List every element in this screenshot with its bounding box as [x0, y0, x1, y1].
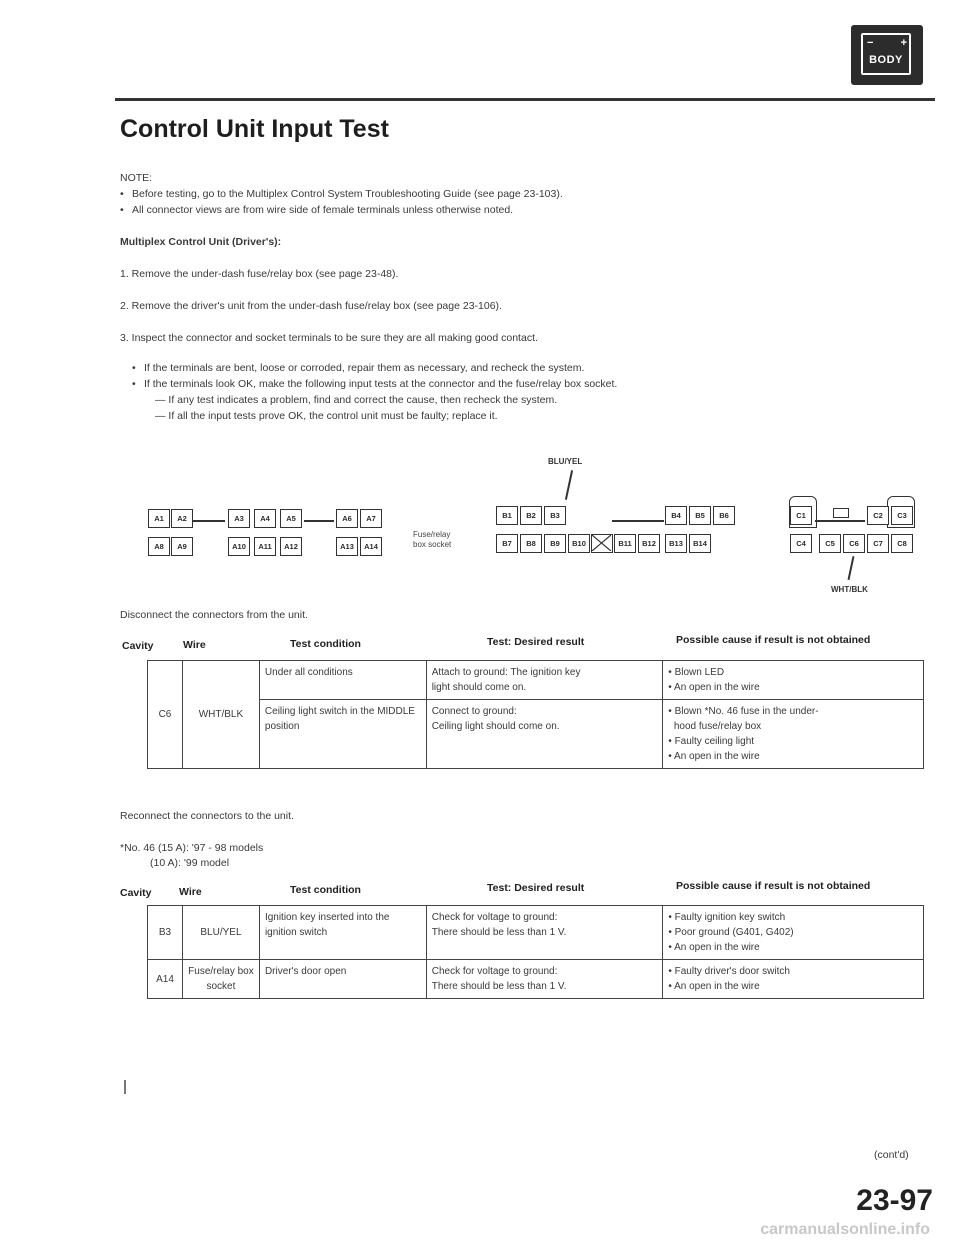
cell-condition: Ignition key inserted into the ignition switch [259, 906, 426, 960]
sub-bullet-2: • If the terminals look OK, make the following input tests at the connector and the fuse/relay box socket. [144, 378, 617, 390]
terminal-cell: C8 [891, 534, 913, 553]
x-mark-icon [592, 535, 611, 551]
margin-mark [124, 1080, 126, 1094]
terminal-cell: C3 [891, 506, 913, 525]
footnote-line-1: *No. 46 (15 A): '97 - 98 models [120, 842, 264, 854]
test-table-1 [147, 660, 924, 769]
page-number: 23-97 [856, 1184, 933, 1217]
leader-line [565, 470, 573, 500]
cause-line: • Faulty ignition key switch [668, 912, 786, 923]
terminal-cell: B1 [496, 506, 518, 525]
cause-line: • Blown LED [668, 667, 725, 678]
cause-line: • An open in the wire [668, 751, 760, 762]
connector-link [815, 520, 865, 522]
terminal-cell: A5 [280, 509, 302, 528]
dash-item-2: — If all the input tests prove OK, the control unit must be faulty; replace it. [155, 410, 498, 422]
desired-line: Ceiling light should come on. [431, 721, 560, 732]
terminal-cell: C6 [843, 534, 865, 553]
cell-desired [426, 960, 663, 999]
desired-line: Attach to ground: The ignition key [431, 667, 581, 678]
desired-line: There should be less than 1 V. [431, 927, 567, 938]
cell-wire: WHT/BLK [182, 661, 259, 769]
wire-label-bluyel: BLU/YEL [548, 457, 583, 466]
col-header-desired: Test: Desired result [487, 636, 585, 648]
cell-causes [663, 960, 924, 999]
terminal-cell: A13 [336, 537, 358, 556]
cell-cavity: A14 [148, 960, 183, 999]
terminal-cell: B2 [520, 506, 542, 525]
cause-line: • An open in the wire [668, 981, 760, 992]
badge-label: BODY [869, 54, 903, 66]
terminal-cell: A14 [360, 537, 382, 556]
connector-housing [789, 496, 817, 528]
terminal-cell: C4 [790, 534, 812, 553]
note-label: NOTE: [120, 172, 153, 184]
terminal-cell: B4 [665, 506, 687, 525]
reconnect-instruction: Reconnect the connectors to the unit. [120, 810, 294, 822]
desired-line: Check for voltage to ground: [431, 966, 558, 977]
col-header-possible: Possible cause if result is not obtained [676, 880, 871, 892]
terminal-cell: A10 [228, 537, 250, 556]
cause-line: • An open in the wire [668, 942, 760, 953]
sub-bullet-1: • If the terminals are bent, loose or corroded, repair them as necessary, and recheck the system. [144, 362, 584, 374]
cell-wire: BLU/YEL [182, 906, 259, 960]
connector-housing [887, 496, 915, 528]
col-header-desired: Test: Desired result [487, 882, 585, 894]
step-1: 1. Remove the under-dash fuse/relay box (see page 23-48). [120, 268, 399, 280]
connector-link [304, 520, 334, 522]
empty-cavity [591, 534, 613, 553]
desired-line: light should come on. [431, 682, 527, 693]
terminal-cell: B12 [638, 534, 660, 553]
terminal-cell: A11 [254, 537, 276, 556]
plus-sign: + [900, 37, 907, 49]
cell-causes [663, 906, 924, 960]
cell-wire: Fuse/relay box socket [182, 960, 259, 999]
terminal-cell: C7 [867, 534, 889, 553]
cell-desired [426, 661, 663, 700]
cell-condition: Driver's door open [259, 960, 426, 999]
battery-icon [861, 33, 911, 75]
col-header-possible: Possible cause if result is not obtained [676, 634, 871, 646]
section-heading: Multiplex Control Unit (Driver's): [120, 236, 282, 248]
connector-latch [833, 508, 849, 518]
note-item-1: • Before testing, go to the Multiplex Control System Troubleshooting Guide (see page 23-103). [132, 188, 563, 200]
cause-line: hood fuse/relay box [668, 721, 762, 732]
cell-causes [663, 700, 924, 769]
cause-line: • An open in the wire [668, 682, 760, 693]
note-item-2: • All connector views are from wire side of female terminals unless otherwise noted. [132, 204, 513, 216]
disconnect-instruction: Disconnect the connectors from the unit. [120, 609, 308, 621]
terminal-cell: A4 [254, 509, 276, 528]
terminal-cell: A6 [336, 509, 358, 528]
test-table-2 [147, 905, 924, 999]
connector-link [193, 520, 225, 522]
desired-line: Connect to ground: [431, 706, 517, 717]
terminal-cell: B10 [568, 534, 590, 553]
cause-line: • Poor ground (G401, G402) [668, 927, 794, 938]
terminal-cell: C1 [790, 506, 812, 525]
terminal-cell: A9 [171, 537, 193, 556]
table-row [148, 661, 924, 700]
terminal-cell: B6 [713, 506, 735, 525]
terminal-cell: C5 [819, 534, 841, 553]
col-header-wire: Wire [183, 639, 206, 651]
cell-desired [426, 906, 663, 960]
terminal-cell: A12 [280, 537, 302, 556]
table-row [148, 906, 924, 960]
terminal-cell: B8 [520, 534, 542, 553]
cause-line: • Blown *No. 46 fuse in the under- [668, 706, 819, 717]
cell-condition: Ceiling light switch in the MIDDLE position [259, 700, 426, 769]
cause-line: • Faulty ceiling light [668, 736, 755, 747]
cell-condition: Under all conditions [259, 661, 426, 700]
desired-line: Check for voltage to ground: [431, 912, 558, 923]
terminal-cell: B3 [544, 506, 566, 525]
desired-line: There should be less than 1 V. [431, 981, 567, 992]
table-row [148, 960, 924, 999]
cell-causes [663, 661, 924, 700]
cause-line: • Faulty driver's door switch [668, 966, 790, 977]
dash-item-1: — If any test indicates a problem, find and correct the cause, then recheck the system. [155, 394, 558, 406]
col-header-cavity: Cavity [120, 887, 152, 899]
terminal-cell: B5 [689, 506, 711, 525]
connector-link [612, 520, 664, 522]
watermark: carmanualsonline.info [760, 1221, 930, 1238]
section-badge [851, 25, 923, 85]
terminal-cell: B14 [689, 534, 711, 553]
step-2: 2. Remove the driver's unit from the under-dash fuse/relay box (see page 23-106). [120, 300, 502, 312]
table-row [148, 700, 924, 769]
terminal-cell: C2 [867, 506, 889, 525]
terminal-cell: B13 [665, 534, 687, 553]
socket-label-line: box socket [413, 539, 452, 549]
cell-cavity: B3 [148, 906, 183, 960]
terminal-cell: A3 [228, 509, 250, 528]
col-header-wire: Wire [179, 886, 202, 898]
terminal-cell: A8 [148, 537, 170, 556]
col-header-condition: Test condition [290, 884, 361, 896]
terminal-cell: B9 [544, 534, 566, 553]
terminal-cell: B7 [496, 534, 518, 553]
terminal-cell: A7 [360, 509, 382, 528]
socket-label [413, 530, 451, 549]
cell-cavity: C6 [148, 661, 183, 769]
col-header-condition: Test condition [290, 638, 361, 650]
leader-line [848, 556, 854, 580]
terminal-cell: A2 [171, 509, 193, 528]
cell-desired [426, 700, 663, 769]
continued-label: (cont'd) [874, 1149, 909, 1161]
col-header-cavity: Cavity [122, 640, 154, 652]
wire-label-whtblk: WHT/BLK [831, 585, 868, 594]
footnote-line-2: (10 A): '99 model [150, 857, 230, 869]
minus-sign: − [867, 37, 874, 49]
page-title: Control Unit Input Test [120, 115, 389, 143]
header-rule [115, 98, 935, 101]
terminal-cell: B11 [614, 534, 636, 553]
socket-label-line: Fuse/relay [413, 530, 451, 539]
step-3: 3. Inspect the connector and socket terminals to be sure they are all making good contact. [120, 332, 538, 344]
terminal-cell: A1 [148, 509, 170, 528]
